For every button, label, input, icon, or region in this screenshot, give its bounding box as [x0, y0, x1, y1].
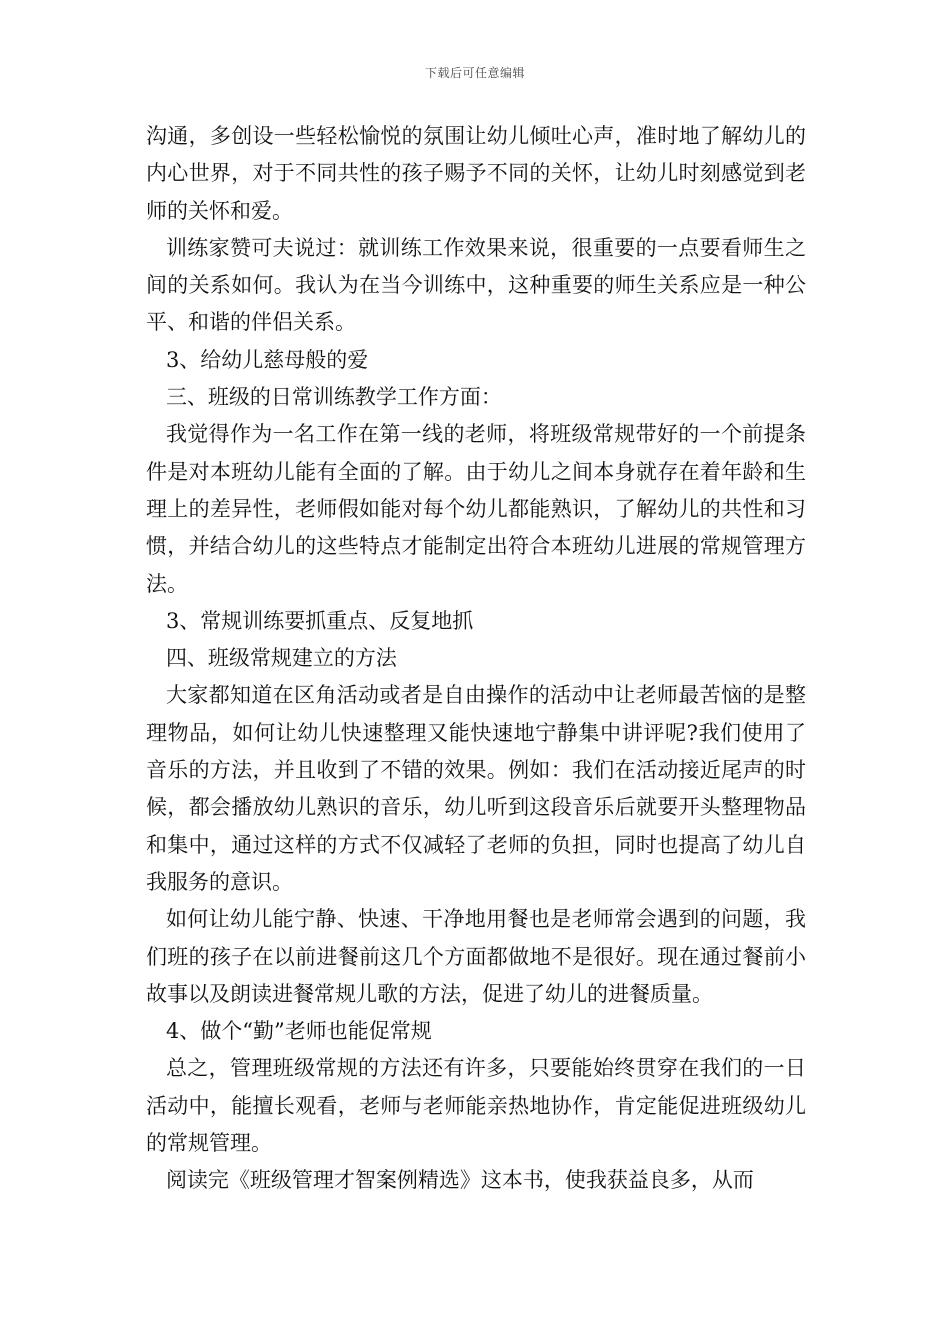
- heading-section-4: 四、班级常规建立的方法: [165, 646, 397, 671]
- paragraph-meal-routine: 如何让幼儿能宁静、快速、干净地用餐也是老师常会遇到的问题，我们班的孩子在以前进餐前这几个方面都做地不是很好。现在通过餐前小故事以及朗读进餐常规儿歌的方法，促进了幼儿的进餐质量。: [146, 907, 806, 1006]
- heading-item-3-routine: 3、常规训练要抓重点、反复地抓: [165, 608, 474, 633]
- heading-item-4-diligent: 4、做个“勤”老师也能促常规: [165, 1019, 432, 1044]
- paragraph-music-method: 大家都知道在区角活动或者是自由操作的活动中让老师最苦恼的是整理物品，如何让幼儿快速整理又能快速地宁静集中讲评呢?我们使用了音乐的方法，并且收到了不错的效果。例如：我们在活动接近尾声的时候，都会播放幼儿熟识的音乐，幼儿听到这段音乐后就要开头整理物品和集中，通过这样的方式不仅减轻了老师的负担，同时也提高了幼儿自我服务的意识。: [146, 683, 806, 894]
- heading-section-3: 三、班级的日常训练教学工作方面：: [165, 385, 502, 410]
- paragraph-teacher-student-relationship: 训练家赞可夫说过：就训练工作效果来说，很重要的一点要看师生之间的关系如何。我认为在当今训练中，这种重要的师生关系应是一种公平、和谐的伴侣关系。: [146, 235, 806, 335]
- paragraph-continuation: 沟通，多创设一些轻松愉悦的氛围让幼儿倾吐心声，准时地了解幼儿的内心世界，对于不同共性的孩子赐予不同的关怀，让幼儿时刻感觉到老师的关怀和爱。: [146, 124, 806, 223]
- document-body: [146, 118, 806, 1200]
- heading-item-3-love: 3、给幼儿慈母般的爱: [165, 347, 369, 372]
- page-header: 下载后可任意编辑: [424, 66, 525, 80]
- paragraph-conclusion: 总之，管理班级常规的方法还有许多，只要能始终贯穿在我们的一日活动中，能擅长观看，老师与老师能亲热地协作，肯定能促进班级幼儿的常规管理。: [146, 1056, 806, 1156]
- paragraph-know-children: 我觉得作为一名工作在第一线的老师，将班级常规带好的一个前提条件是对本班幼儿能有全面的了解。由于幼儿之间本身就存在着年龄和生理上的差异性，老师假如能对每个幼儿都能熟识，了解幼儿的共性和习惯，并结合幼儿的这些特点才能制定出符合本班幼儿进展的常规管理方法。: [146, 422, 806, 596]
- paragraph-book-reading: 阅读完《班级管理才智案例精选》这本书，使我获益良多，从而: [165, 1168, 754, 1193]
